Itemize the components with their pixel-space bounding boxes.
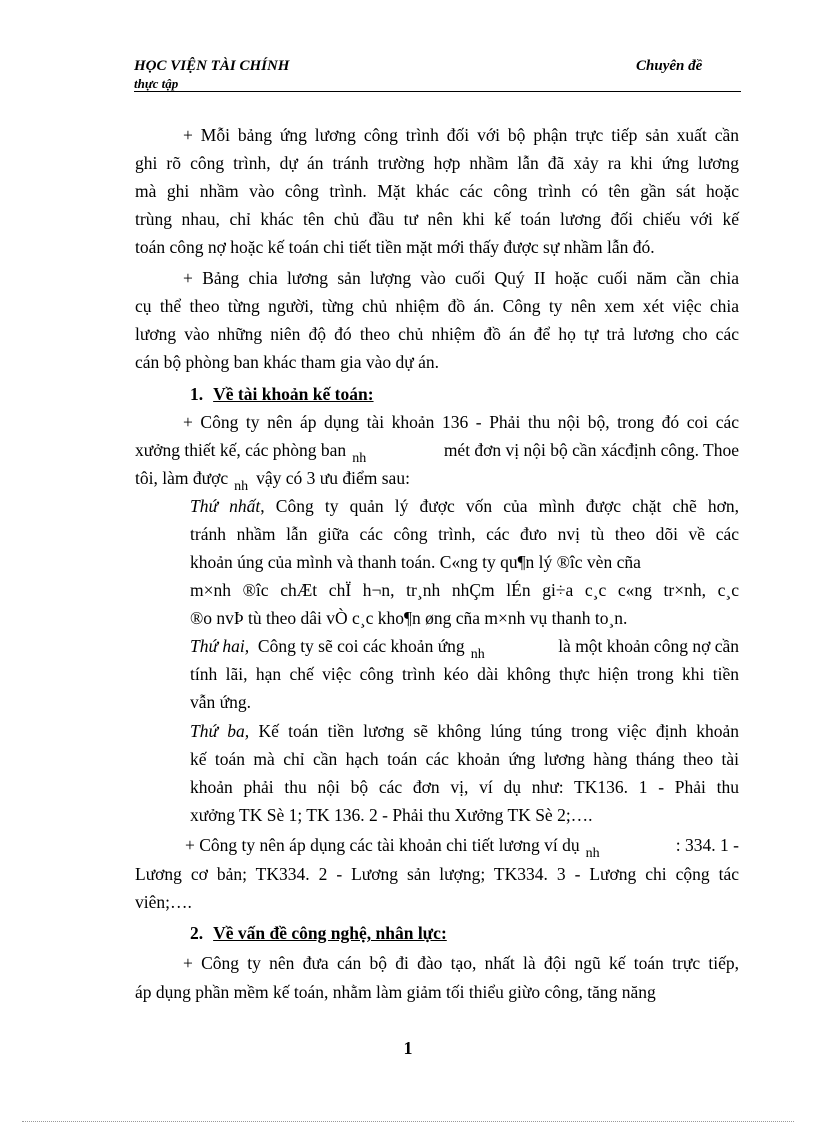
p1-line2: ghi rõ công trình, dự án tránh trường hợp nhầm lẫn đã xảy ra khi ứng lương	[135, 153, 739, 173]
p3-line2-b: mét đơn vị nội bộ cần xácđịnh công. Thoe	[443, 440, 739, 460]
p3-line3-a: tôi, làm được	[135, 468, 229, 488]
p1-line5: toán công nợ hoặc kế toán chi tiết tiền mặt mới thấy được sự nhầm lẫn đó.	[135, 237, 655, 257]
p4-line1-a: + Công ty nên áp dụng các tài khoản chi tiết lương ví dụ	[185, 835, 580, 855]
point2-line3: vẫn ứng.	[190, 692, 252, 712]
section1-title: Về tài khoản kế toán:	[213, 384, 374, 404]
point3-line1	[190, 720, 739, 742]
point2-line2: tính lãi, hạn chế việc công trình kéo dài không thực hiện trong khi tiền	[190, 664, 739, 684]
p3-line3-sub: nh	[234, 479, 249, 494]
section2-heading	[190, 922, 447, 944]
p2-line4: cán bộ phòng ban khác tham gia vào dự án.	[135, 352, 439, 372]
p1-line1: + Mỗi bảng ứng lương công trình đối với bộ phận trực tiếp sản xuất cần	[183, 125, 739, 145]
p3-line2-a: xưởng thiết kế, các phòng ban	[135, 440, 347, 460]
point2-line1-a: Công ty sẽ coi các khoản ứng	[257, 636, 465, 656]
p4-line2: Lương cơ bản; TK334. 2 - Lương sản lượng; TK334. 3 - Lương chi cộng tác	[135, 864, 739, 884]
p3-line3	[135, 467, 410, 492]
point1-line4: m×nh ®îc chÆt chÏ h¬n, tr¸nh nhÇm lÉn gi÷a c¸c c«ng tr×nh, c¸c	[190, 580, 739, 600]
point1-line1	[190, 495, 739, 517]
page-number: 1	[403, 1038, 413, 1058]
p2-line3: lương vào những niên độ đó theo chủ nhiệm đồ án để họ tự trả lương cho các	[135, 324, 739, 344]
point1-line5: ®o nvÞ tù theo dâi vÒ c¸c kho¶n øng cña m×nh vụ thanh to¸n.	[190, 608, 628, 628]
point2-line1	[190, 635, 739, 660]
point1-line2: tránh nhầm lẫn giữa các công trình, các đưo nvị tù theo dõi về các	[190, 524, 739, 544]
p5-line2: áp dụng phần mềm kế toán, nhằm làm giảm tối thiểu giừo công, tăng năng	[135, 982, 656, 1002]
point1-line1-text: , Công ty quản lý được vốn của mình được chặt chẽ hơn,	[260, 496, 740, 516]
point2-line1-sub: nh	[470, 647, 485, 662]
p4-line1	[185, 834, 739, 859]
section1-heading	[190, 383, 374, 405]
point3-line1-text: Kế toán tiền lương sẽ không lúng túng trong việc định khoản	[258, 721, 739, 741]
p3-line3-b: vậy có 3 ưu điểm sau:	[256, 468, 410, 488]
point1-line3: khoản úng của mình và thanh toán. C«ng ty qu¶n lý ®îc vèn cña	[190, 552, 641, 572]
p2-line1: + Bảng chia lương sản lượng vào cuối Quý II hoặc cuối năm cần chia	[183, 268, 739, 288]
section2-number: 2.	[190, 923, 204, 943]
point3-line4: xưởng TK Sè 1; TK 136. 2 - Phải thu Xưởng TK Sè 2;….	[190, 805, 593, 825]
header-doc-type: Chuyên đề	[636, 58, 703, 74]
p4-line1-sub: nh	[585, 846, 600, 861]
p1-line4: trùng nhau, chỉ khác tên chủ đầu tư nên khi kế toán lương đối chiếu với kế	[135, 209, 739, 229]
p2-line2: cụ thể theo từng người, từng chủ nhiệm đồ án. Công ty nên xem xét việc chia	[135, 296, 739, 316]
point3-label: Thứ ba,	[190, 721, 250, 741]
header-doc-type-continued: thực tập	[134, 76, 179, 91]
header-institution: HỌC VIỆN TÀI CHÍNH	[134, 58, 290, 74]
page-bottom-border	[22, 1121, 794, 1122]
p3-line2	[135, 439, 739, 464]
section2-title: Về vấn đề công nghệ, nhân lực:	[213, 923, 447, 943]
p4-line1-b: : 334. 1 -	[675, 835, 739, 855]
p3-line1: + Công ty nên áp dụng tài khoản 136 - Phải thu nội bộ, trong đó coi các	[183, 412, 739, 432]
point3-line3: khoản phải thu nội bộ các đơn vị, ví dụ như: TK136. 1 - Phải thu	[190, 777, 739, 797]
p3-line2-sub: nh	[352, 451, 367, 466]
point2-label: Thứ hai,	[190, 636, 250, 656]
point1-label: Thứ nhất	[190, 496, 261, 516]
point2-line1-b: là một khoản công nợ cần	[558, 636, 739, 656]
point3-line2: kế toán mà chỉ cần hạch toán các khoản ứng lương hàng tháng theo tài	[190, 749, 739, 769]
section1-number: 1.	[190, 384, 204, 404]
p5-line1: + Công ty nên đưa cán bộ đi đào tạo, nhất là đội ngũ kế toán trực tiếp,	[183, 953, 739, 973]
p4-line3: viên;….	[135, 892, 192, 912]
p1-line3: mà ghi nhầm vào công trình. Mặt khác các công trình có tên gần sát hoặc	[135, 181, 739, 201]
header-rule	[134, 91, 741, 92]
